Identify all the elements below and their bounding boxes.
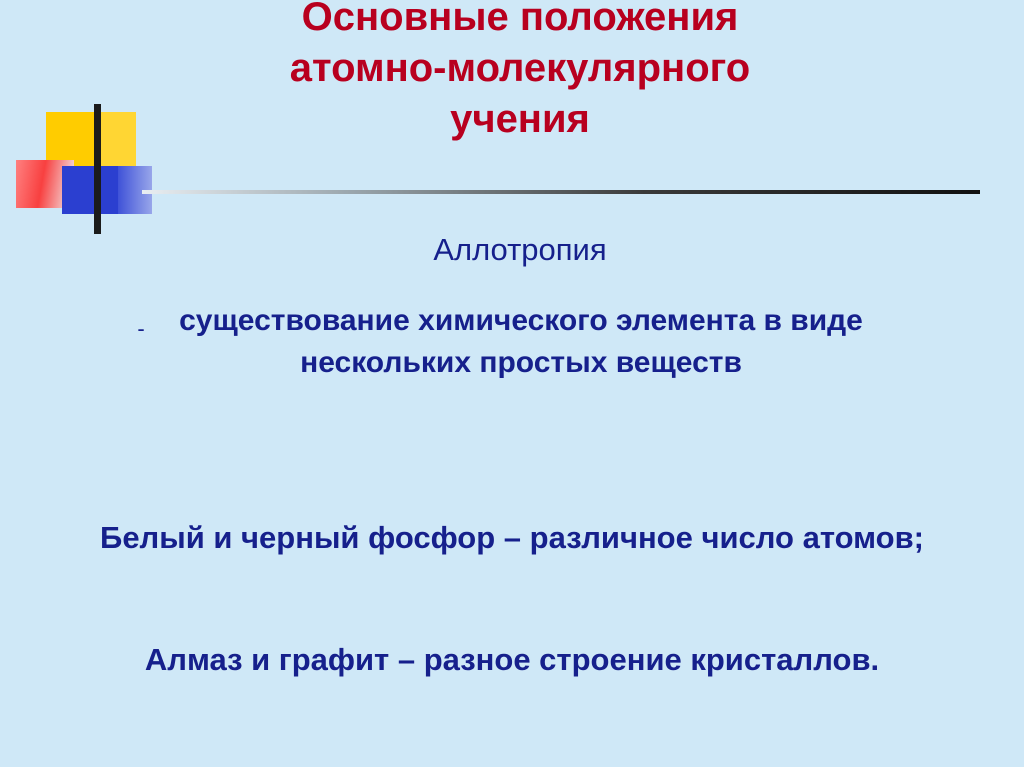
bullet-list: [110, 300, 930, 384]
horizontal-divider: [142, 190, 980, 194]
list-item: [110, 300, 930, 384]
title-line-3: учения: [450, 97, 590, 142]
title-rule-container: [14, 104, 1014, 244]
title-line-2: атомно-молекулярного: [289, 46, 751, 91]
bullet-item-label: существование химического элемента в виде нескольких простых веществ: [179, 304, 863, 379]
bullet-marker-icon: -: [137, 316, 145, 341]
paragraph-diamond-graphite: Алмаз и графит – разное строение кристаллов.: [144, 642, 880, 677]
paragraph-phosphorus: Белый и черный фосфор – различное число атомов;: [100, 520, 924, 555]
title-line-1: Основные положения: [301, 0, 739, 39]
subtitle-allotropy: Аллотропия: [433, 232, 607, 267]
